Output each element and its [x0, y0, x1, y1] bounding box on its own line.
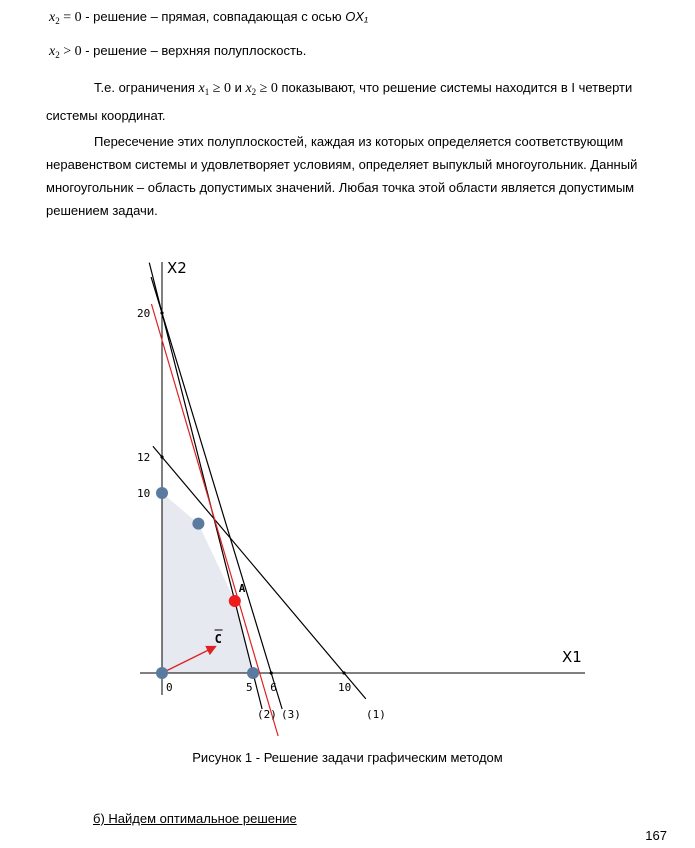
constraint-label-3: (3) — [281, 708, 301, 721]
gradient-vector-label: C — [214, 632, 222, 646]
y-tick-10: 10 — [137, 487, 151, 500]
x-tick-dot-6 — [270, 671, 273, 674]
paragraph-intersection: Пересечение этих полуплоскостей, каждая из которых определяется соответствующим неравенством системы и удовлетворяет условиям, определяет выпуклый многоугольник. Данный многоугольник – область допустимых значений. Любая точка этой области является допустимым решением задачи. — [46, 134, 638, 218]
paragraph-constraints: Т.е. ограничения $x_1 \ge 0$ и $x_2 \ge 0$ показывают, что решение системы находится в I четверти системы координат. — [46, 80, 633, 123]
y-tick-12: 12 — [137, 451, 151, 464]
x-tick-10: 10 — [338, 681, 352, 694]
subheading-optimal: б) Найдем оптимальное решение — [93, 811, 297, 826]
optimal-point-a — [229, 595, 241, 607]
x-tick-dot-10 — [342, 671, 345, 674]
vertex-point — [192, 518, 204, 530]
y-tick-dot-12 — [160, 455, 163, 458]
x-tick-0: 0 — [166, 681, 173, 694]
optimal-point-label: A — [238, 582, 246, 595]
vertex-point — [156, 667, 168, 679]
line-x2-eq-zero: $x_2 = 0$ - решение – прямая, совпадающая с осью OX₁ — [49, 9, 369, 26]
page-number: 167 — [645, 828, 667, 843]
vertex-point — [247, 667, 259, 679]
vertex-point — [156, 487, 168, 499]
x-tick-6: 6 — [270, 681, 277, 694]
y-tick-dot-20 — [160, 311, 163, 314]
x-tick-5: 5 — [246, 681, 253, 694]
formula-x2-gt-0: $x_2 > 0$ — [49, 44, 82, 60]
y-tick-20: 20 — [137, 307, 151, 320]
formula-x2-eq-0: $x_2 = 0$ — [49, 10, 82, 26]
constraint-label-1: (1) — [366, 708, 386, 721]
figure-caption: Рисунок 1 - Решение задачи графическим методом — [192, 750, 503, 765]
line-x2-gt-zero: $x_2 > 0$ - решение – верхняя полуплоскость. — [49, 43, 307, 60]
constraint-label-2: (2) — [257, 708, 277, 721]
y-axis-label: X2 — [167, 259, 187, 277]
x-axis-label: X1 — [562, 648, 582, 666]
